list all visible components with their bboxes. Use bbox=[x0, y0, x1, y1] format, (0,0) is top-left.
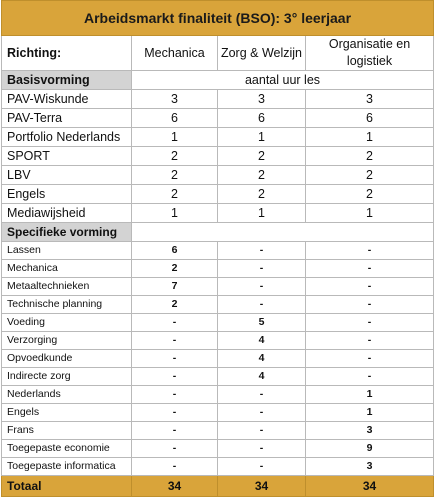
row-value: - bbox=[306, 278, 434, 296]
row-value: 2 bbox=[306, 147, 434, 166]
row-value: - bbox=[132, 314, 218, 332]
row-value: - bbox=[218, 278, 306, 296]
column-header-zorg-welzijn: Zorg & Welzijn bbox=[218, 36, 306, 71]
row-value: - bbox=[306, 332, 434, 350]
richting-label: Richting: bbox=[2, 36, 132, 71]
table-row bbox=[2, 296, 434, 314]
row-value: - bbox=[306, 296, 434, 314]
row-value: 1 bbox=[306, 404, 434, 422]
row-value: 6 bbox=[306, 109, 434, 128]
table-row bbox=[2, 386, 434, 404]
row-label: Portfolio Nederlands bbox=[2, 128, 132, 147]
row-value: 5 bbox=[218, 314, 306, 332]
row-value: 3 bbox=[306, 90, 434, 109]
row-label: Voeding bbox=[2, 314, 132, 332]
row-value: 7 bbox=[132, 278, 218, 296]
row-label: Engels bbox=[2, 404, 132, 422]
row-label: Opvoedkunde bbox=[2, 350, 132, 368]
row-value: 2 bbox=[132, 260, 218, 278]
row-value: 3 bbox=[306, 422, 434, 440]
row-value: 3 bbox=[132, 90, 218, 109]
column-header-mechanica: Mechanica bbox=[132, 36, 218, 71]
table-row bbox=[2, 147, 434, 166]
row-value: - bbox=[306, 242, 434, 260]
row-label: PAV-Wiskunde bbox=[2, 90, 132, 109]
row-value: 2 bbox=[132, 147, 218, 166]
row-label: Toegepaste economie bbox=[2, 440, 132, 458]
total-label: Totaal bbox=[2, 476, 132, 497]
table-title: Arbeidsmarkt finaliteit (BSO): 3° leerjaar bbox=[2, 1, 434, 36]
row-label: Verzorging bbox=[2, 332, 132, 350]
curriculum-table bbox=[1, 0, 434, 497]
table-row bbox=[2, 368, 434, 386]
section-label: Specifieke vorming bbox=[2, 223, 132, 242]
table-row bbox=[2, 204, 434, 223]
row-value: - bbox=[218, 242, 306, 260]
row-label: Technische planning bbox=[2, 296, 132, 314]
row-value: 2 bbox=[132, 166, 218, 185]
row-value: 2 bbox=[132, 185, 218, 204]
row-label: Frans bbox=[2, 422, 132, 440]
row-label: Lassen bbox=[2, 242, 132, 260]
row-label: Indirecte zorg bbox=[2, 368, 132, 386]
row-value: - bbox=[132, 458, 218, 476]
row-label: Engels bbox=[2, 185, 132, 204]
table-row bbox=[2, 422, 434, 440]
total-value: 34 bbox=[218, 476, 306, 497]
row-value: - bbox=[132, 368, 218, 386]
row-value: 2 bbox=[132, 296, 218, 314]
row-value: 9 bbox=[306, 440, 434, 458]
row-label: Mechanica bbox=[2, 260, 132, 278]
row-label: Toegepaste informatica bbox=[2, 458, 132, 476]
row-label: PAV-Terra bbox=[2, 109, 132, 128]
row-value: 1 bbox=[218, 128, 306, 147]
total-value: 34 bbox=[132, 476, 218, 497]
row-value: - bbox=[218, 404, 306, 422]
row-label: Nederlands bbox=[2, 386, 132, 404]
row-value: 2 bbox=[218, 166, 306, 185]
table-row bbox=[2, 278, 434, 296]
row-value: - bbox=[132, 404, 218, 422]
table-row bbox=[2, 350, 434, 368]
table-row bbox=[2, 128, 434, 147]
column-header-organisatie-logistiek: Organisatie en logistiek bbox=[306, 36, 434, 71]
table-row bbox=[2, 440, 434, 458]
row-value: 2 bbox=[218, 185, 306, 204]
row-value: - bbox=[218, 458, 306, 476]
row-label: Metaaltechnieken bbox=[2, 278, 132, 296]
table-row bbox=[2, 90, 434, 109]
total-value: 34 bbox=[306, 476, 434, 497]
row-value: 2 bbox=[306, 166, 434, 185]
title-row bbox=[2, 1, 434, 36]
section-label: Basisvorming bbox=[2, 71, 132, 90]
row-value: - bbox=[218, 296, 306, 314]
table-row bbox=[2, 260, 434, 278]
row-label: Mediawijsheid bbox=[2, 204, 132, 223]
row-value: 1 bbox=[306, 128, 434, 147]
row-value: 6 bbox=[132, 242, 218, 260]
section-note: aantal uur les bbox=[132, 71, 434, 90]
row-label: LBV bbox=[2, 166, 132, 185]
row-value: 4 bbox=[218, 368, 306, 386]
row-value: 4 bbox=[218, 332, 306, 350]
row-value: - bbox=[218, 440, 306, 458]
section-basisvorming bbox=[2, 71, 434, 90]
row-value: 1 bbox=[218, 204, 306, 223]
row-value: 1 bbox=[132, 204, 218, 223]
table-row bbox=[2, 242, 434, 260]
row-value: 2 bbox=[218, 147, 306, 166]
table-row bbox=[2, 404, 434, 422]
row-value: - bbox=[132, 332, 218, 350]
table-row bbox=[2, 314, 434, 332]
table-row bbox=[2, 185, 434, 204]
row-value: - bbox=[218, 260, 306, 278]
row-value: - bbox=[132, 422, 218, 440]
row-value: 1 bbox=[306, 204, 434, 223]
row-value: 2 bbox=[306, 185, 434, 204]
row-value: - bbox=[132, 386, 218, 404]
row-value: 3 bbox=[306, 458, 434, 476]
row-value: - bbox=[306, 260, 434, 278]
table-row bbox=[2, 458, 434, 476]
total-row bbox=[2, 476, 434, 497]
row-value: - bbox=[132, 350, 218, 368]
row-value: - bbox=[132, 440, 218, 458]
row-value: - bbox=[306, 314, 434, 332]
table-row bbox=[2, 332, 434, 350]
table-row bbox=[2, 166, 434, 185]
section-specifieke-vorming bbox=[2, 223, 434, 242]
row-value: - bbox=[218, 422, 306, 440]
row-value: - bbox=[306, 368, 434, 386]
row-label: SPORT bbox=[2, 147, 132, 166]
table-row bbox=[2, 109, 434, 128]
header-row bbox=[2, 36, 434, 71]
row-value: 6 bbox=[218, 109, 306, 128]
row-value: 1 bbox=[306, 386, 434, 404]
row-value: 6 bbox=[132, 109, 218, 128]
row-value: 4 bbox=[218, 350, 306, 368]
row-value: - bbox=[218, 386, 306, 404]
row-value: 1 bbox=[132, 128, 218, 147]
row-value: - bbox=[306, 350, 434, 368]
section-empty bbox=[132, 223, 434, 242]
row-value: 3 bbox=[218, 90, 306, 109]
